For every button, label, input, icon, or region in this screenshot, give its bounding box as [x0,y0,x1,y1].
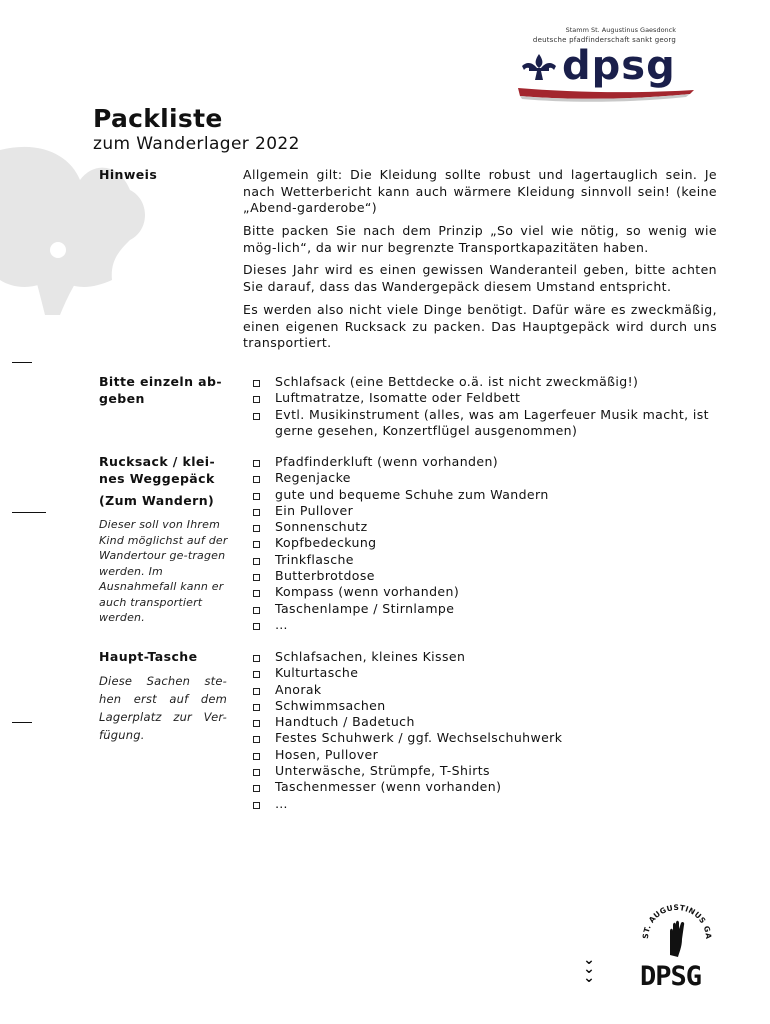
fold-mark-3 [12,722,32,723]
hinweis-paragraph-4: Es werden also nicht viele Dinge benötigt. Dafür wäre es zweckmäßig, einen eigenen Rucksack zu packen. Das Hauptgepäck wird durch uns transportiert. [243,302,717,350]
list-item: … [253,617,723,633]
section-label-einzeln: Bitte einzeln ab-geben [99,374,222,406]
badge-ring-text: ST. AUGUSTINUS GA [640,902,714,940]
list-item: Schwimmsachen [253,698,723,714]
list-item: Anorak [253,682,723,698]
lily-icon [520,52,558,82]
logo-stamm-text: Stamm St. Augustinus Gaesdonck [565,26,676,34]
list-item: Sonnenschutz [253,519,723,535]
list-item: Schlafsachen, kleines Kissen [253,649,723,665]
section-label-rucksack: Rucksack / klei-nes Weggepäck [99,454,216,486]
section-label-haupt: Haupt-Tasche [99,649,198,664]
dpsg-badge [636,895,718,1005]
list-item: Hosen, Pullover [253,747,723,763]
scout-hand-icon [636,895,718,965]
hinweis-paragraph-1: Allgemein gilt: Die Kleidung sollte robust und lagertauglich sein. Je nach Wetterbericht kann auch wärmere Kleidung sinnvoll sein! (keine „Abend-garderobe“) [243,167,717,215]
list-item: Regenjacke [253,470,723,486]
list-item: Trinkflasche [253,552,723,568]
fold-mark-2 [12,512,46,513]
list-item: Handtuch / Badetuch [253,714,723,730]
logo-wordmark: dpsg [562,43,676,89]
list-item: Unterwäsche, Strümpfe, T-Shirts [253,763,723,779]
page-subtitle: zum Wanderlager 2022 [93,134,300,154]
einzeln-list [253,374,723,439]
page-title: Packliste [93,104,223,133]
list-item: … [253,796,723,812]
fold-mark-1 [12,362,32,363]
list-item: Kopfbedeckung [253,535,723,551]
logo-org-text: deutsche pfadfinderschaft sankt georg [532,36,676,44]
dpsg-logo [518,22,694,104]
list-item: Ein Pullover [253,503,723,519]
list-item: Pfadfinderkluft (wenn vorhanden) [253,454,723,470]
logo-swoosh-icon [518,84,694,104]
list-item: Kulturtasche [253,665,723,681]
list-item: Festes Schuhwerk / ggf. Wechselschuhwerk [253,730,723,746]
rucksack-list [253,454,723,633]
haupt-list [253,649,723,812]
list-item: Kompass (wenn vorhanden) [253,584,723,600]
hinweis-paragraph-3: Dieses Jahr wird es einen gewissen Wanderanteil geben, bitte achten Sie darauf, dass das Wandergepäck diesem Umstand entspricht. [243,262,717,294]
haupt-note: Diese Sachen ste-hen erst auf dem Lagerplatz zur Ver-fügung. [99,674,227,742]
list-item: Taschenmesser (wenn vorhanden) [253,779,723,795]
list-item: Evtl. Musikinstrument (alles, was am Lagerfeuer Musik macht, ist gerne gesehen, Konzertflügel ausgenommen) [253,407,723,440]
list-item: gute und bequeme Schuhe zum Wandern [253,487,723,503]
badge-wordmark: DPSG [640,961,702,992]
list-item: Taschenlampe / Stirnlampe [253,601,723,617]
list-item: Butterbrotdose [253,568,723,584]
section-sublabel-rucksack: (Zum Wandern) [99,493,215,508]
section-label-hinweis: Hinweis [99,167,158,182]
list-item: Luftmatratze, Isomatte oder Feldbett [253,390,723,406]
list-item: Schlafsack (eine Bettdecke o.ä. ist nicht zweckmäßig!) [253,374,723,390]
hinweis-paragraph-2: Bitte packen Sie nach dem Prinzip „So viel wie nötig, so wenig wie mög-lich“, da wir nur begrenzte Transportkapazitäten haben. [243,223,717,255]
rucksack-note: Dieser soll von Ihrem Kind möglichst auf der Wandertour ge-tragen werden. Im Ausnahmefall kann er auch transportiert werden. [99,518,228,624]
chevrons-down-icon: ⌄ ⌄ ⌄ [583,952,595,986]
